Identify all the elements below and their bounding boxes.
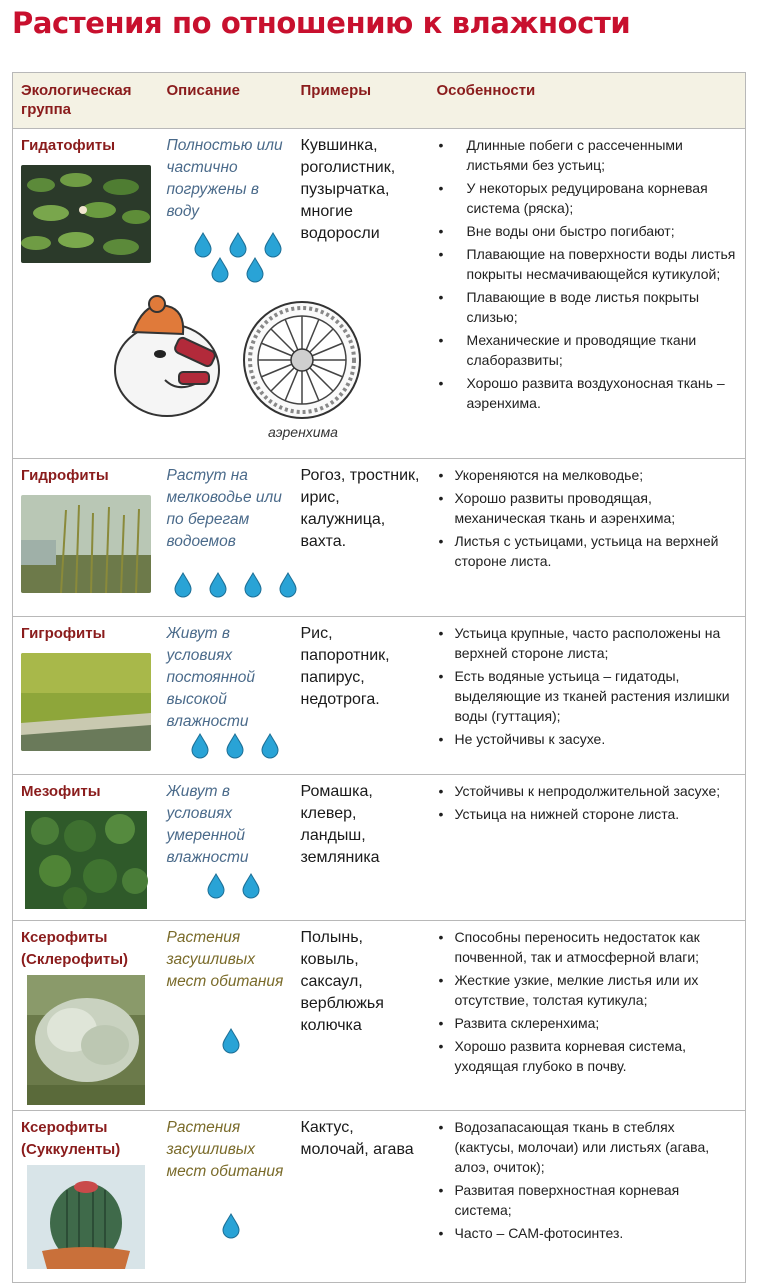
water-drop-icon (242, 873, 260, 899)
list-item: • Хорошо развита воздухоносная ткань – аэренхима. (437, 373, 738, 413)
group-examples: Кувшинка, роголистник, пузырчатка, многие водоросли (300, 137, 396, 242)
group-name: Ксерофиты (Суккуленты) (21, 1119, 121, 1158)
water-drop-icon (261, 733, 279, 759)
group-description: Растения засушливых мест обитания (166, 1119, 284, 1180)
list-item: • Развитая поверхностная корневая система; (437, 1180, 738, 1220)
water-drop-icon (279, 572, 297, 598)
list-item: • Устойчивы к непродолжительной засухе; (437, 781, 738, 801)
features-list (437, 1117, 738, 1243)
features-list (437, 781, 738, 824)
list-item: • Не устойчивы к засухе. (437, 729, 738, 749)
group-description: Живут в условиях постоянной высокой влажности (166, 625, 255, 730)
group-name: Гидатофиты (21, 137, 116, 154)
group-examples: Кактус, молочай, агава (300, 1119, 414, 1158)
water-drop-icon (191, 733, 209, 759)
aerenchyma-diagram (240, 298, 364, 422)
header-group: Экологическая группа (13, 73, 159, 129)
table-row (13, 617, 746, 775)
list-item: • Укореняются на мелководье; (437, 465, 738, 485)
features-list (437, 465, 738, 571)
group-examples: Полынь, ковыль, саксаул, верблюжья колючка (300, 929, 384, 1034)
group-description: Живут в условиях умеренной влажности (166, 783, 249, 866)
water-lilies-photo (21, 165, 151, 263)
list-item: • Способны переносить недостаток как почвенной, так и атмосферной влаги; (437, 927, 738, 967)
humidity-table (12, 72, 746, 1283)
cactus-photo (21, 1165, 151, 1269)
reeds-photo (21, 495, 151, 593)
list-item: • Устьица крупные, часто расположены на верхней стороне листа; (437, 623, 738, 663)
group-examples: Рогоз, тростник, ирис, калужница, вахта. (300, 467, 420, 550)
list-item: • Вне воды они быстро погибают; (437, 221, 738, 241)
group-examples: Рис, папоротник, папирус, недотрога. (300, 625, 390, 708)
water-drop-icon (174, 572, 192, 598)
header-features: Особенности (429, 73, 746, 129)
features-list (437, 927, 738, 1076)
features-list (437, 135, 738, 413)
table-header-row (13, 73, 746, 129)
water-drop-icon (244, 572, 262, 598)
rice-field-photo (21, 653, 151, 751)
wormwood-shrub-photo (21, 975, 151, 1105)
list-item: • Механические и проводящие ткани слаборазвиты; (437, 330, 738, 370)
list-item: • Плавающие на поверхности воды листья покрыты несмачивающейся кутикулой; (437, 244, 738, 284)
group-examples: Ромашка, клевер, ландыш, земляника (300, 783, 380, 866)
list-item: • У некоторых редуцирована корневая система (ряска); (437, 178, 738, 218)
table-row (13, 1111, 746, 1283)
list-item: • Плавающие в воде листья покрыты слизью; (437, 287, 738, 327)
water-drop-icon (246, 257, 264, 283)
seal-mascot-illustration (105, 292, 235, 422)
list-item: • Водозапасающая ткань в стеблях (кактусы, молочаи) или листьях (агава, алоэ, очиток); (437, 1117, 738, 1177)
list-item: • Длинные побеги с рассеченными листьями без устьиц; (437, 135, 738, 175)
water-drop-icon (222, 1028, 240, 1054)
group-name: Ксерофиты (Склерофиты) (21, 929, 129, 968)
list-item: • Хорошо развиты проводящая, механическая ткань и аэренхима; (437, 488, 738, 528)
list-item: • Есть водяные устьица – гидатоды, выделяющие из тканей растения излишки воды (гуттация); (437, 666, 738, 726)
group-description: Растут на мелководье или по берегам водоемов (166, 467, 282, 550)
group-description: Растения засушливых мест обитания (166, 929, 284, 990)
aerenchyma-caption: аэренхима (268, 424, 338, 440)
list-item: • Жесткие узкие, мелкие листья или их отсутствие, толстая кутикула; (437, 970, 738, 1010)
water-drop-icon (194, 232, 212, 258)
group-name: Гидрофиты (21, 467, 109, 484)
table-row (13, 459, 746, 617)
list-item: • Развита склеренхима; (437, 1013, 738, 1033)
header-examples: Примеры (293, 73, 429, 129)
group-name: Гигрофиты (21, 625, 106, 642)
water-drop-icon (229, 232, 247, 258)
list-item: • Часто – САМ-фотосинтез. (437, 1223, 738, 1243)
list-item: • Хорошо развита корневая система, уходящая глубоко в почву. (437, 1036, 738, 1076)
water-drop-icon (264, 232, 282, 258)
water-drop-icon (209, 572, 227, 598)
header-description: Описание (159, 73, 293, 129)
group-name: Мезофиты (21, 783, 101, 800)
water-drop-icon (207, 873, 225, 899)
table-row (13, 921, 746, 1111)
features-list (437, 623, 738, 749)
water-drop-icon (211, 257, 229, 283)
list-item: • Листья с устьицами, устьица на верхней стороне листа. (437, 531, 738, 571)
water-drop-icon (226, 733, 244, 759)
page-title: Растения по отношению к влажности (12, 6, 631, 40)
group-description: Полностью или частично погружены в воду (166, 137, 283, 220)
list-item: • Устьица на нижней стороне листа. (437, 804, 738, 824)
strawberry-photo (21, 811, 151, 909)
water-drop-icon (222, 1213, 240, 1239)
table-row (13, 775, 746, 921)
